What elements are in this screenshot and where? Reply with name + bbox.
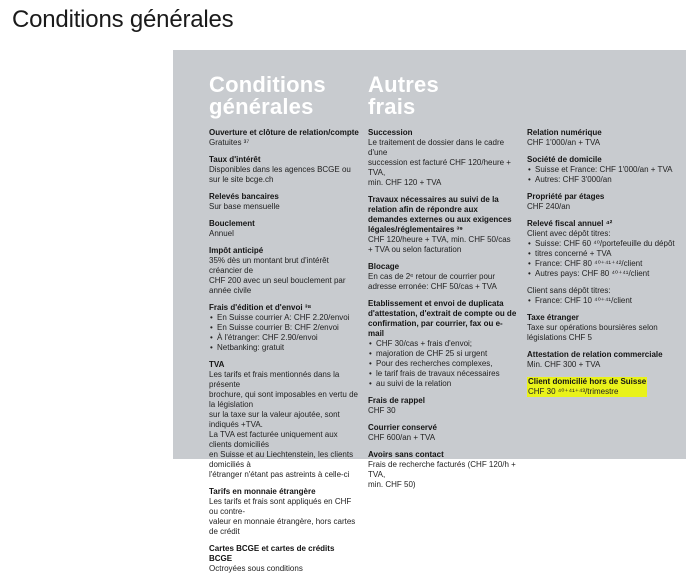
tariff-text: valeur en monnaie étrangère, hors cartes de crédit bbox=[209, 517, 356, 536]
tariff-text: min. CHF 120 + TVA bbox=[368, 178, 442, 187]
tariff-heading: Relevé fiscal annuel ⁴² bbox=[527, 219, 613, 228]
tariff-block bbox=[527, 313, 677, 343]
tariff-text: Disponibles dans les agences BCGE ou sur le site bcge.ch bbox=[209, 165, 351, 184]
tariff-block bbox=[209, 155, 359, 185]
tariff-heading: Impôt anticipé bbox=[209, 246, 264, 255]
tariff-block bbox=[209, 303, 359, 353]
tariff-list bbox=[209, 313, 359, 353]
tariff-text: CHF 30 bbox=[368, 406, 396, 415]
tariff-text: l'étranger n'étant pas astreints à celle-ci bbox=[209, 470, 350, 479]
tariff-text: adresse erronée: CHF 50/cas + TVA bbox=[368, 282, 497, 291]
list-item: • En Suisse courrier B: CHF 2/envoi bbox=[209, 323, 359, 333]
tariff-heading: Propriété par étages bbox=[527, 192, 605, 201]
tariff-heading: Bouclement bbox=[209, 219, 255, 228]
list-item: • Autres: CHF 3'000/an bbox=[527, 175, 677, 185]
tariff-block bbox=[209, 192, 359, 212]
tariff-heading: Attestation de relation commerciale bbox=[527, 350, 663, 359]
tariff-text: en Suisse et au Liechtenstein, les clients domiciliés à bbox=[209, 450, 354, 469]
tariff-block bbox=[368, 195, 518, 255]
tariff-text: Min. CHF 300 + TVA bbox=[527, 360, 601, 369]
tariff-list bbox=[368, 339, 518, 389]
tariff-text: CHF 240/an bbox=[527, 202, 571, 211]
tariff-text: Taxe sur opérations boursières selon bbox=[527, 323, 658, 332]
tariff-text: Octroyées sous conditions bbox=[209, 564, 303, 573]
tariff-heading: Ouverture et clôture de relation/compte bbox=[209, 128, 359, 137]
tariff-text: 35% dès un montant brut d'intérêt créancier de bbox=[209, 256, 329, 275]
tariff-block bbox=[368, 396, 518, 416]
section-title-conditions bbox=[209, 74, 326, 118]
tariff-block bbox=[368, 423, 518, 443]
tariff-block bbox=[209, 246, 359, 296]
tariff-text: min. CHF 50) bbox=[368, 480, 416, 489]
list-item: • titres concerné + TVA bbox=[527, 249, 677, 259]
tariff-heading: Société de domicile bbox=[527, 155, 602, 164]
tariff-heading: Tarifs en monnaie étrangère bbox=[209, 487, 316, 496]
tariff-block bbox=[527, 192, 677, 212]
tariff-text: CHF 1'000/an + TVA bbox=[527, 138, 601, 147]
tariff-block bbox=[209, 487, 359, 537]
column-conditions bbox=[209, 128, 359, 581]
tariff-text: Les tarifs et frais sont appliqués en CHF ou contre- bbox=[209, 497, 352, 516]
tariff-text: Les tarifs et frais mentionnés dans la présente bbox=[209, 370, 340, 389]
title-line: Autres bbox=[368, 72, 439, 97]
tariff-heading: Etablissement et envoi de duplicata d'attestation, d'extrait de compte ou de confirmation, par courrier, fax ou e-mail bbox=[368, 299, 517, 338]
tariff-list bbox=[527, 165, 677, 185]
tariff-text: sur la taxe sur la valeur ajoutée, sont indiqués +TVA. bbox=[209, 410, 340, 429]
tariff-block bbox=[527, 128, 677, 148]
tariff-block bbox=[527, 286, 677, 306]
tariff-heading: Taxe étranger bbox=[527, 313, 579, 322]
tariff-block bbox=[368, 299, 518, 389]
tariff-heading: Frais de rappel bbox=[368, 396, 425, 405]
tariff-heading: Succession bbox=[368, 128, 413, 137]
list-item: • Netbanking: gratuit bbox=[209, 343, 359, 353]
list-item: • Suisse: CHF 60 ⁴⁰/portefeuille du dépôt bbox=[527, 239, 677, 249]
list-item: • Autres pays: CHF 80 ⁴⁰⁺⁴¹/client bbox=[527, 269, 677, 279]
list-item: • Suisse et France: CHF 1'000/an + TVA bbox=[527, 165, 677, 175]
column-autres-frais-suite bbox=[527, 128, 677, 404]
tariff-list bbox=[527, 239, 677, 279]
list-item: • Pour des recherches complexes, bbox=[368, 359, 518, 369]
tariff-text: succession est facturé CHF 120/heure + TVA, bbox=[368, 158, 511, 177]
title-line: Conditions bbox=[209, 72, 326, 97]
brochure-panel bbox=[173, 50, 686, 573]
tariff-heading: Taux d'intérêt bbox=[209, 155, 261, 164]
list-item: • CHF 30/cas + frais d'envoi; bbox=[368, 339, 518, 349]
tariff-block bbox=[368, 450, 518, 490]
tariff-text: CHF 120/heure + TVA, min. CHF 50/cas bbox=[368, 235, 511, 244]
list-item: • France: CHF 80 ⁴⁰⁺⁴¹⁺⁴²/client bbox=[527, 259, 677, 269]
tariff-list bbox=[527, 296, 677, 306]
tariff-block bbox=[368, 128, 518, 188]
list-item: • À l'étranger: CHF 2.90/envoi bbox=[209, 333, 359, 343]
tariff-text: législations CHF 5 bbox=[527, 333, 592, 342]
list-item: • au suivi de la relation bbox=[368, 379, 518, 389]
tariff-text: Gratuites ³⁷ bbox=[209, 138, 250, 147]
tariff-heading: Relevés bancaires bbox=[209, 192, 279, 201]
tariff-text: Client avec dépôt titres: bbox=[527, 229, 611, 238]
tariff-text: brochure, qui sont imposables en vertu de la législation bbox=[209, 390, 358, 409]
tariff-block bbox=[527, 350, 677, 370]
tariff-heading: Avoirs sans contact bbox=[368, 450, 444, 459]
highlight-marker bbox=[527, 377, 647, 397]
tariff-block bbox=[209, 544, 359, 574]
tariff-text: Frais de recherche facturés (CHF 120/h + TVA, bbox=[368, 460, 516, 479]
tariff-text: Le traitement de dossier dans le cadre d'une bbox=[368, 138, 505, 157]
tariff-heading: TVA bbox=[209, 360, 225, 369]
tariff-text: Sur base mensuelle bbox=[209, 202, 280, 211]
tariff-heading: Blocage bbox=[368, 262, 400, 271]
list-item: • le tarif frais de travaux nécessaires bbox=[368, 369, 518, 379]
tariff-heading: Cartes BCGE et cartes de crédits BCGE bbox=[209, 544, 335, 563]
title-line: frais bbox=[368, 94, 416, 119]
tariff-text: Annuel bbox=[209, 229, 234, 238]
title-line: générales bbox=[209, 94, 314, 119]
section-title-autres-frais bbox=[368, 74, 439, 118]
page-title: Conditions générales bbox=[12, 6, 234, 33]
list-item: • France: CHF 10 ⁴⁰⁺⁴¹/client bbox=[527, 296, 677, 306]
tariff-heading: Courrier conservé bbox=[368, 423, 437, 432]
tariff-block bbox=[527, 377, 677, 397]
tariff-block bbox=[527, 155, 677, 185]
tariff-text: CHF 30 ⁴⁰⁺⁴¹⁺⁴³/trimestre bbox=[528, 387, 619, 396]
column-autres-frais bbox=[368, 128, 518, 497]
tariff-text: En cas de 2ᵉ retour de courrier pour bbox=[368, 272, 496, 281]
tariff-heading: Frais d'édition et d'envoi ³⁸ bbox=[209, 303, 312, 312]
list-item: • En Suisse courrier A: CHF 2.20/envoi bbox=[209, 313, 359, 323]
tariff-block bbox=[209, 219, 359, 239]
tariff-text: CHF 200 avec un seul bouclement par année civile bbox=[209, 276, 346, 295]
tariff-text: La TVA est facturée uniquement aux clients domiciliés bbox=[209, 430, 338, 449]
tariff-heading: Client domicilié hors de Suisse bbox=[528, 377, 647, 386]
tariff-text: Client sans dépôt titres: bbox=[527, 286, 611, 295]
list-item: • majoration de CHF 25 si urgent bbox=[368, 349, 518, 359]
tariff-text: CHF 600/an + TVA bbox=[368, 433, 436, 442]
tariff-heading: Relation numérique bbox=[527, 128, 602, 137]
tariff-block bbox=[527, 219, 677, 279]
tariff-block bbox=[368, 262, 518, 292]
tariff-block bbox=[209, 360, 359, 480]
tariff-block bbox=[209, 128, 359, 148]
tariff-heading: Travaux nécessaires au suivi de la relation afin de répondre aux demandes externes ou aux exigences légales/réglementaires ³⁹ bbox=[368, 195, 512, 234]
tariff-text: + TVA ou selon facturation bbox=[368, 245, 462, 254]
